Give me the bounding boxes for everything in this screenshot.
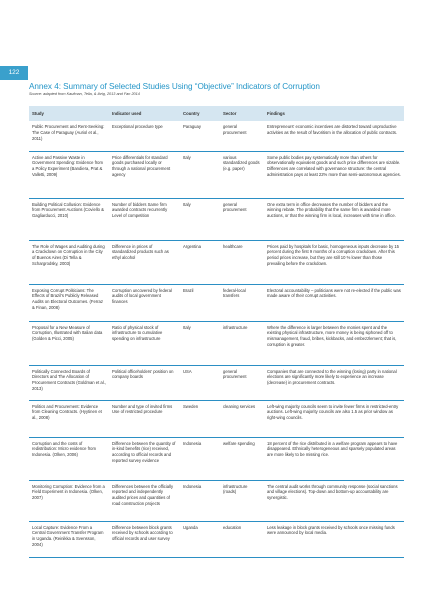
study-cell: Active and Passive Waste in Government Spending: Evidence from a Policy Experiment (Bandiera, Prat & Valletti, 2009) xyxy=(29,151,109,198)
indicator-cell: Exceptional procedure type xyxy=(109,121,180,151)
study-cell: Exposing Corrupt Politicians: The Effects of Brazil's Publicly Released Audits on Electoral Outcomes. (Ferraz & Finan, 2008) xyxy=(29,284,109,321)
study-cell: Public Procurement and Rent-Seeking: The Case of Paraguay (Auriol et al., 2011) xyxy=(29,121,109,151)
study-cell: The Role of Wages and Auditing during a Crackdown on Corruption in the City of Buenos Aires (Di Tella & Schargrodsky, 2003) xyxy=(29,240,109,284)
study-cell: Corruption and the costs of redistribution: Micro evidence from Indonesia. (Olken, 2006) xyxy=(29,437,109,480)
country-cell: USA xyxy=(180,365,220,400)
study-cell: Proposal for a New Measure of Corruption, Illustrated with Italian data (Golden & Picci, 2005) xyxy=(29,321,109,365)
country-cell: Argentina xyxy=(180,240,220,284)
findings-cell: Where the difference is larger between the monies spent and the existing physical infrastructure, more money is being siphoned off to mismanagement, fraud, bribes, kickbacks, and embezzlement; that is, corruption is greater. xyxy=(264,321,404,365)
sector-cell: general procurement xyxy=(220,365,264,400)
indicator-cell: Number and type of invited firms Use of restricted procedure xyxy=(109,400,180,437)
source-note: Source: adapted from Kaufman, Tella, & Ibrig, 2013 and Fan 2014 xyxy=(29,92,140,96)
findings-cell: Companies that are connected to the winning (losing) party in national elections are significantly more likely to experience an increase (decrease) in procurement contracts. xyxy=(264,365,404,400)
indicator-cell: Number of bidders Same firm awarded contracts recurrently Level of competition xyxy=(109,198,180,240)
findings-cell: The central audit works through community response (social sanctions and village elections). Top-down and bottom-up accountability are synergistic. xyxy=(264,480,404,521)
findings-cell: 18 percent of the rice distributed in a welfare program appears to have disappeared. Ethnically heterogeneous and sparsely populated areas are more likely to be missing rice. xyxy=(264,437,404,480)
table-row xyxy=(29,284,404,321)
indicator-cell: Ratio of physical stock of infrastructure to cumulative spending on infrastructure xyxy=(109,321,180,365)
table-row xyxy=(29,151,404,198)
page-number: 122 xyxy=(0,66,28,80)
findings-cell: Electoral accountability – politicians were not re-elected if the public was made aware of their corrupt activities. xyxy=(264,284,404,321)
country-cell: Indonesia xyxy=(180,480,220,521)
column-header-indicator: Indicator used xyxy=(109,106,180,121)
sector-cell: cleaning services xyxy=(220,400,264,437)
country-cell: Sweden xyxy=(180,400,220,437)
study-cell: Building Political Collusion: Evidence from Procurement Auctions (Coviello & Gagliarducci, 2010) xyxy=(29,198,109,240)
country-cell: Brazil xyxy=(180,284,220,321)
study-cell: Monitoring Corruption: Evidence from a Field Experiment in Indonesia. (Olken, 2007) xyxy=(29,480,109,521)
indicator-cell: Price differentials for standard goods purchased locally or through a national procurement agency xyxy=(109,151,180,198)
sector-cell: general procurement xyxy=(220,121,264,151)
sector-cell: general procurement xyxy=(220,198,264,240)
table-row xyxy=(29,437,404,480)
sector-cell: education xyxy=(220,521,264,557)
country-cell: Uganda xyxy=(180,521,220,557)
column-header-country: Country xyxy=(180,106,220,121)
table-row xyxy=(29,521,404,557)
findings-cell: Less leakage in block grants received by schools once missing funds were announced by local media. xyxy=(264,521,404,557)
findings-cell: Entrepreneurs' economic incentives are distorted toward unproductive activities as the result of favoritism in the allocation of public contracts. xyxy=(264,121,404,151)
sector-cell: healthcare xyxy=(220,240,264,284)
studies-table xyxy=(29,106,404,558)
country-cell: Italy xyxy=(180,198,220,240)
indicator-cell: Differences between the officially reported and independently audited prices and quantities of road construction projects xyxy=(109,480,180,521)
table-row xyxy=(29,121,404,151)
study-cell: Politics and Procurement: Evidence from Cleaning Contracts. (Hyytinen et al., 2008) xyxy=(29,400,109,437)
table-row xyxy=(29,400,404,437)
sector-cell: various standardized goods (e.g. paper) xyxy=(220,151,264,198)
column-header-study: Study xyxy=(29,106,109,121)
study-cell: Politically Connected Boards of Directors and The Allocation of Procurement Contracts (Goldman et al., 2013) xyxy=(29,365,109,400)
country-cell: Italy xyxy=(180,151,220,198)
table-row xyxy=(29,365,404,400)
findings-cell: Some public bodies pay systematically more than others for observationally equivalent goods and such price differences are sizable. Differences are correlated with governance structure: the central administration pays at least 22% more than semi-autonomous agencies. xyxy=(264,151,404,198)
indicator-cell: Corruption uncovered by federal audits of local government finances xyxy=(109,284,180,321)
table-row xyxy=(29,480,404,521)
table-row xyxy=(29,240,404,284)
indicator-cell: Difference in prices of standardized products such as ethyl alcohol xyxy=(109,240,180,284)
sector-cell: infrastructure xyxy=(220,321,264,365)
country-cell: Italy xyxy=(180,321,220,365)
country-cell: Paraguay xyxy=(180,121,220,151)
column-header-findings: Findings xyxy=(264,106,404,121)
sector-cell: welfare spending xyxy=(220,437,264,480)
sector-cell: infrastructure (roads) xyxy=(220,480,264,521)
indicator-cell: Difference between the quantity of in-kind benefits (rice) received, according to official records and reported survey evidence xyxy=(109,437,180,480)
table-row xyxy=(29,198,404,240)
findings-cell: One extra term in office decreases the number of bidders and the winning rebate. The probability that the same firm is awarded more auctions, or that the winning firm is local, increases with time in office. xyxy=(264,198,404,240)
findings-cell: Prices paid by hospitals for basic, homogeneous inputs decrease by 15 percent during the first 9 months of a corruption crackdown. After this period prices increase, but they are still 10 % lower than those prevailing before the crackdown. xyxy=(264,240,404,284)
study-cell: Local Capture: Evidence From a Central Government Transfer Program in Uganda. (Reinikka & Svensson, 2004) xyxy=(29,521,109,557)
sector-cell: federal-local transfers xyxy=(220,284,264,321)
annex-title: Annex 4: Summary of Selected Studies Using “Objective” Indicators of Corruption xyxy=(29,82,320,91)
column-header-sector: Sector xyxy=(220,106,264,121)
country-cell: Indonesia xyxy=(180,437,220,480)
findings-cell: Left-wing majority councils seem to invite fewer firms in restricted-entry auctions. Left-wing majority councils are also 1.5 as prior window as right-wing councils. xyxy=(264,400,404,437)
indicator-cell: Political officeholders' position on company boards xyxy=(109,365,180,400)
table-header-row xyxy=(29,106,404,121)
indicator-cell: Difference between block grants received by schools according to official records and user survey xyxy=(109,521,180,557)
table-row xyxy=(29,321,404,365)
